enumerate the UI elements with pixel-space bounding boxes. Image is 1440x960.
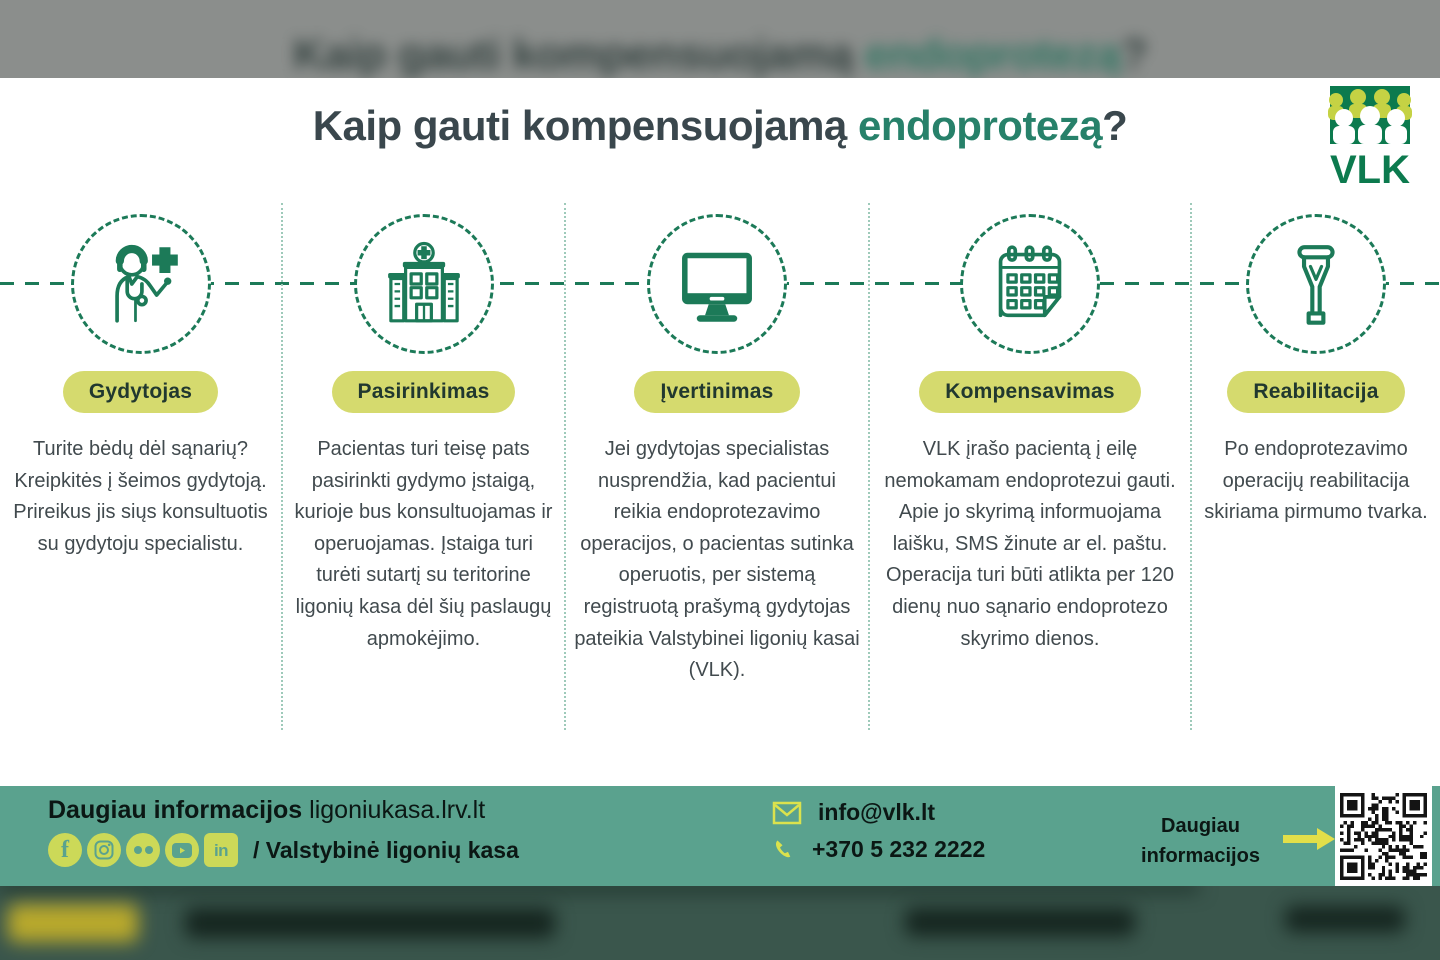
doctor-icon bbox=[71, 214, 211, 354]
blurred-title: Kaip gauti kompensuojamą endoprotezą? bbox=[292, 30, 1148, 78]
email-row bbox=[772, 799, 985, 826]
email-address[interactable]: info@vlk.lt bbox=[818, 799, 935, 825]
hospital-icon bbox=[354, 214, 494, 354]
website-link[interactable]: ligoniukasa.lrv.lt bbox=[309, 796, 486, 824]
qr-code[interactable] bbox=[1335, 786, 1432, 886]
footer bbox=[0, 786, 1440, 886]
email-icon bbox=[772, 801, 802, 825]
step-label: Gydytojas bbox=[63, 371, 218, 413]
footer-contacts bbox=[772, 799, 985, 863]
social-row bbox=[48, 833, 519, 867]
step-label: Įvertinimas bbox=[634, 371, 799, 413]
vlk-logo-icon bbox=[1320, 86, 1420, 190]
step-description: Jei gydytojas specialistas nusprendžia, kad pacientui reikia endoprotezavimo operacijos, o pacientas sutinka operuotis, per sistemą registruotą prašymą gydytojas pateikia Valstybinei ligonių kasai (VLK). bbox=[574, 438, 860, 682]
footer-more-info bbox=[48, 796, 519, 825]
phone-icon bbox=[772, 838, 796, 862]
linkedin-icon[interactable]: in bbox=[204, 833, 238, 867]
crutch-icon bbox=[1246, 214, 1386, 354]
footer-left bbox=[48, 796, 519, 867]
calendar-icon bbox=[960, 214, 1100, 354]
svg-text:VLK: VLK bbox=[1330, 148, 1410, 190]
step-kompensavimas bbox=[870, 203, 1192, 730]
vlk-logo bbox=[1320, 86, 1420, 190]
qr-label: Daugiau informacijos bbox=[1141, 815, 1260, 867]
steps-row bbox=[0, 203, 1440, 730]
step-description: VLK įrašo pacientą į eilę nemokamam endoprotezui gauti. Apie jo skyrimą informuojama laišku, SMS žinute ar el. paštu. Operacija turi būti atlikta per 120 dienų nuo sąnario endoprotezo skyrimo dienos. bbox=[884, 438, 1176, 650]
computer-icon bbox=[647, 214, 787, 354]
step-gydytojas bbox=[0, 203, 283, 730]
blurred-bottom-strip bbox=[0, 886, 1440, 960]
step-description: Turite bėdų dėl sąnarių? Kreipkitės į šeimos gydytoją. Prireikus jis siųs konsultuotis su gydytoju specialistu. bbox=[13, 438, 268, 555]
arrow-right-icon bbox=[1283, 828, 1335, 850]
step-description: Pacientas turi teisę pats pasirinkti gydymo įstaigą, kurioje bus konsultuojamas ir operuojamas. Įstaiga turi turėti sutartį su teritorine ligonių kasa dėl šių paslaugų apmokėjimo. bbox=[294, 438, 553, 650]
instagram-icon[interactable] bbox=[87, 833, 121, 867]
social-handle: / Valstybinė ligonių kasa bbox=[253, 836, 519, 863]
more-info-label: Daugiau informacijos bbox=[48, 796, 303, 824]
step-label: Pasirinkimas bbox=[332, 371, 516, 413]
step-reabilitacija bbox=[1192, 203, 1440, 730]
step-label: Kompensavimas bbox=[919, 371, 1141, 413]
step-pasirinkimas bbox=[283, 203, 566, 730]
page-title: Kaip gauti kompensuojamą endoprotezą? bbox=[312, 102, 1128, 149]
blurred-top-strip bbox=[0, 0, 1440, 78]
main-card bbox=[0, 78, 1440, 786]
step-label: Reabilitacija bbox=[1227, 371, 1404, 413]
step-description: Po endoprotezavimo operacijų reabilitacija skiriama pirmumo tvarka. bbox=[1204, 438, 1428, 524]
phone-number[interactable]: +370 5 232 2222 bbox=[812, 836, 986, 862]
step-ivertinimas bbox=[566, 203, 870, 730]
youtube-icon[interactable] bbox=[165, 833, 199, 867]
flickr-icon[interactable] bbox=[126, 833, 160, 867]
phone-row bbox=[772, 836, 985, 863]
facebook-icon[interactable]: f bbox=[48, 833, 82, 867]
